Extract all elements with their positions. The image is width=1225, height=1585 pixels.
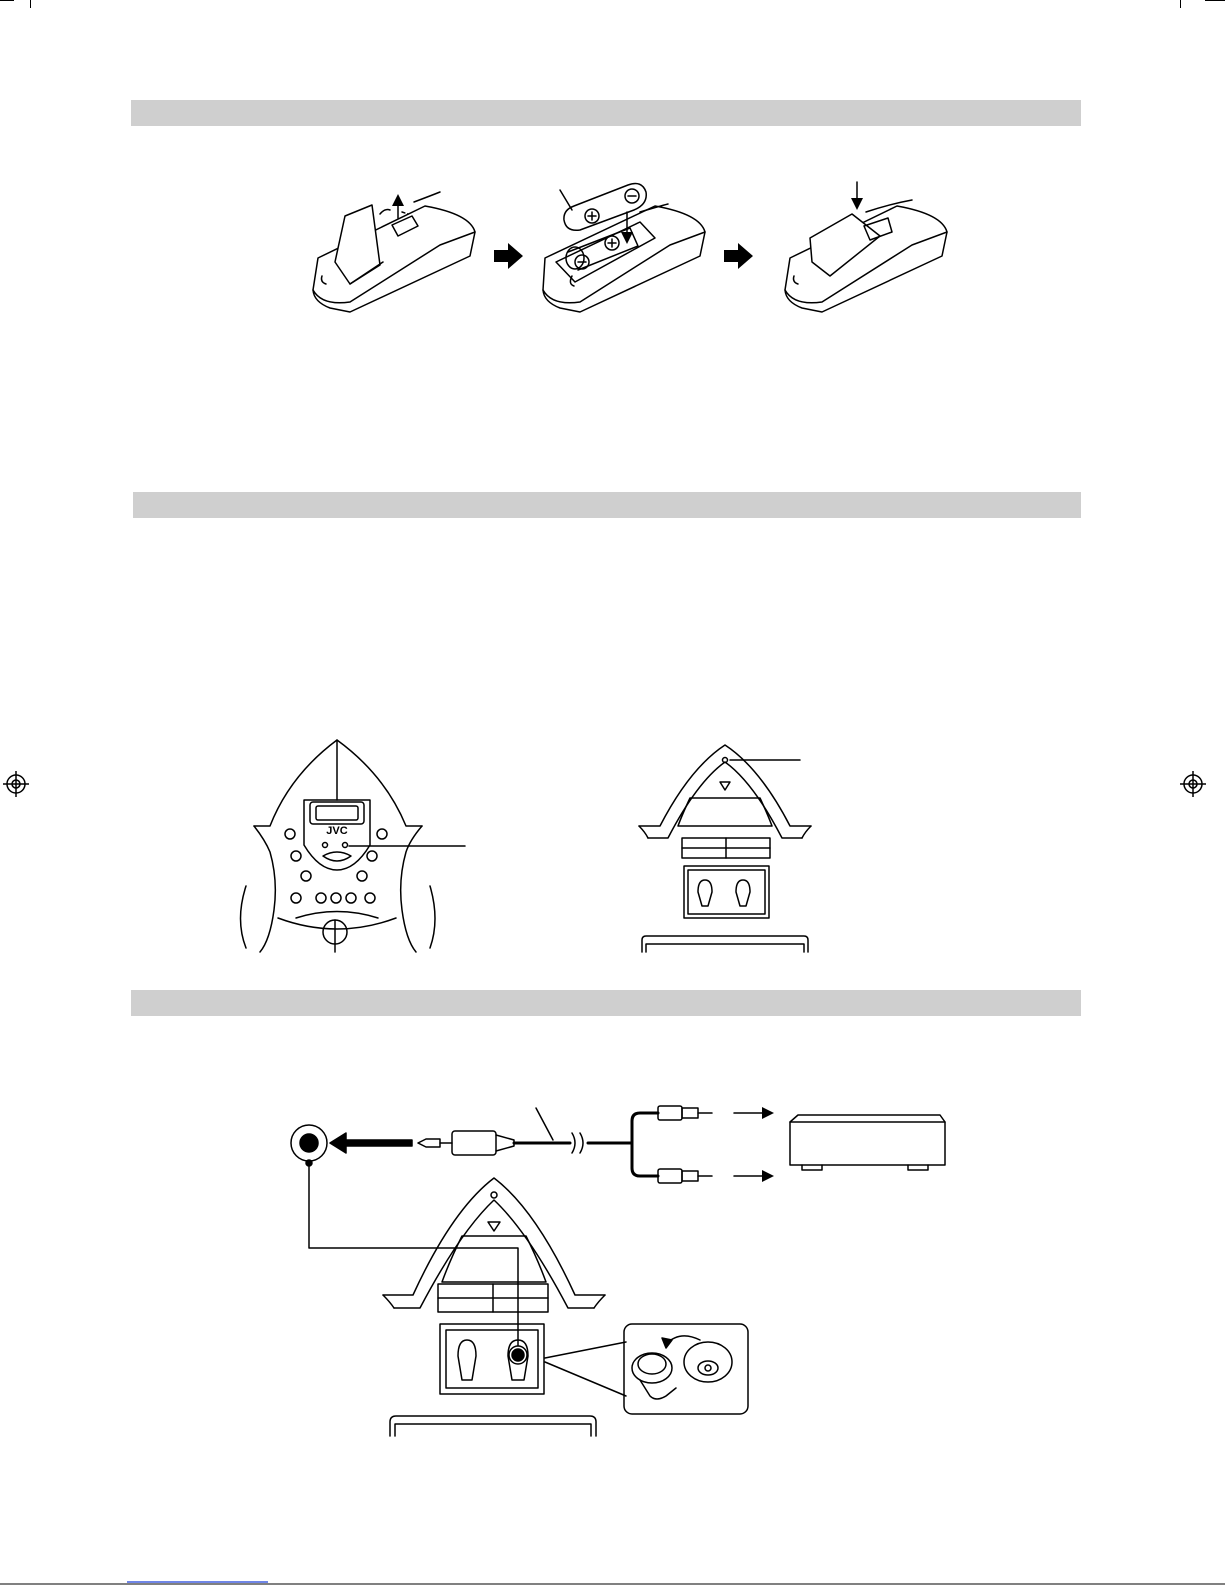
- remote-close-icon: [785, 182, 947, 312]
- jvc-logo: JVC: [326, 825, 348, 837]
- battery-insert-icon: [543, 184, 705, 312]
- step-arrow-2: [724, 243, 753, 269]
- registration-mark-icon: [3, 771, 1206, 797]
- remote-open-icon: [313, 192, 475, 312]
- boombox-front-icon: [241, 740, 466, 952]
- step-arrow-1: [494, 243, 523, 269]
- jack-cover-icon: [624, 1324, 748, 1414]
- cable-connection-icon: [291, 1106, 945, 1436]
- boombox-top-icon: [639, 745, 811, 952]
